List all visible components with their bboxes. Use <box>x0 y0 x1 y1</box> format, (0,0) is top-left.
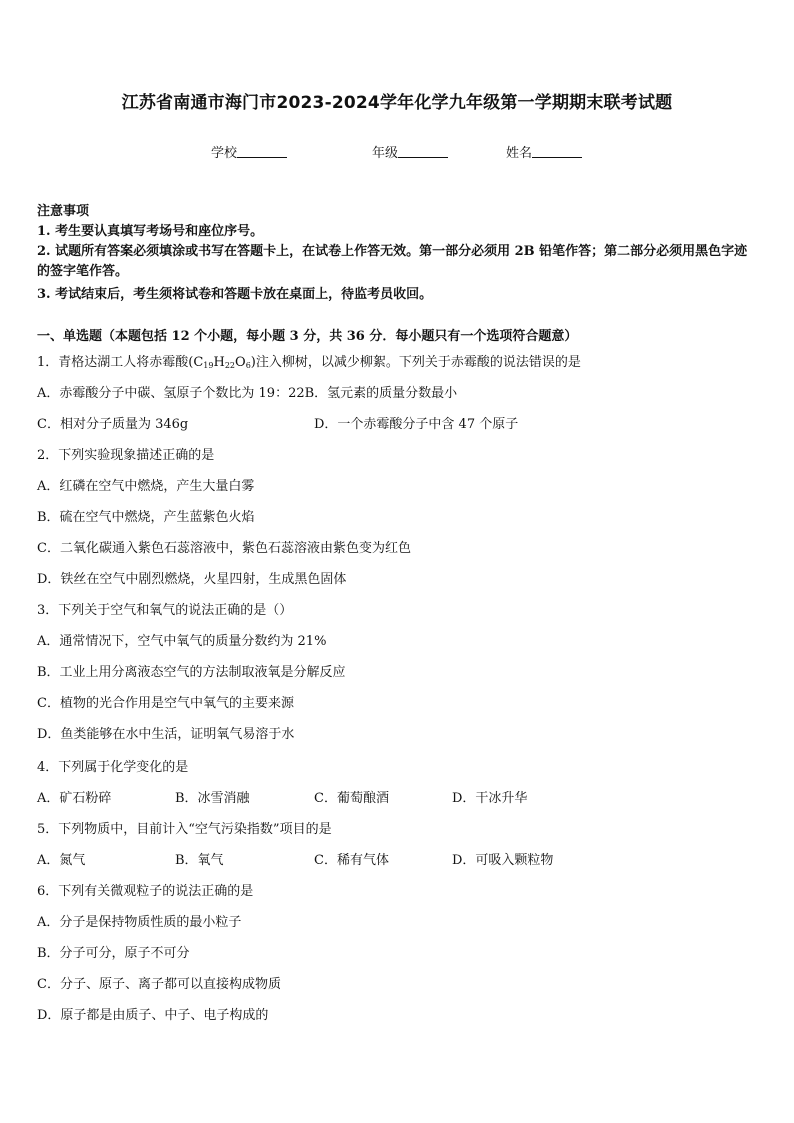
question-3-stem: 3．下列关于空气和氧气的说法正确的是（） <box>37 603 293 618</box>
question-1-option-c: C．相对分子质量为 346g <box>37 417 189 432</box>
grade-label: 年级 <box>372 146 399 161</box>
question-6-stem: 6．下列有关微观粒子的说法正确的是 <box>37 884 254 899</box>
question-5-option-b: B．氧气 <box>175 853 224 868</box>
grade-blank[interactable] <box>398 145 448 158</box>
question-6-option-d: D．原子都是由质子、中子、电子构成的 <box>37 1008 269 1023</box>
school-blank[interactable] <box>237 145 287 158</box>
question-3-option-a: A．通常情况下，空气中氧气的质量分数约为 21% <box>37 634 327 649</box>
question-4-option-a: A．矿石粉碎 <box>37 791 112 806</box>
exam-title: 江苏省南通市海门市2023-2024学年化学九年级第一学期期末联考试题 <box>121 93 673 113</box>
name-field[interactable] <box>506 142 582 161</box>
question-6-option-c: C．分子、原子、离子都可以直接构成物质 <box>37 977 281 992</box>
question-2-option-d: D．铁丝在空气中剧烈燃烧，火星四射，生成黑色固体 <box>37 572 347 587</box>
school-field[interactable] <box>211 142 287 161</box>
question-4-option-d: D．干冰升华 <box>452 791 528 806</box>
question-3-option-b: B．工业上用分离液态空气的方法制取液氧是分解反应 <box>37 665 346 680</box>
school-label: 学校 <box>211 146 238 161</box>
notice-item-2: 2. 试题所有答案必须填涂或书写在答题卡上，在试卷上作答无效。第一部分必须用 2B 铅笔作答；第二部分必须用黑色字迹的签字笔作答。 <box>37 244 748 279</box>
question-4-option-c: C．葡萄酿酒 <box>314 791 389 806</box>
name-label: 姓名 <box>506 146 533 161</box>
question-4-option-b: B．冰雪消融 <box>175 791 250 806</box>
question-2-option-b: B．硫在空气中燃烧，产生蓝紫色火焰 <box>37 510 255 525</box>
question-5-option-a: A．氮气 <box>37 853 86 868</box>
question-3-option-d: D．鱼类能够在水中生活，证明氧气易溶于水 <box>37 727 295 742</box>
notice-heading: 注意事项 <box>37 204 90 219</box>
question-1-option-d: D．一个赤霉酸分子中含 47 个原子 <box>314 417 519 432</box>
section-heading: 一、单选题（本题包括 12 个小题，每小题 3 分，共 36 分．每小题只有一个选项符合题意） <box>37 329 578 344</box>
question-2-option-a: A．红磷在空气中燃烧，产生大量白雾 <box>37 479 255 494</box>
notice-item-1: 1. 考生要认真填写考场号和座位序号。 <box>37 224 264 239</box>
question-5-stem: 5．下列物质中，目前计入“空气污染指数”项目的是 <box>37 822 332 837</box>
question-1-stem: 1．青格达湖工人将赤霉酸$(C_{19}H_{22}O_6)$注入柳树，以减少柳絮。下列关于赤霉酸的说法错误的是 <box>37 355 581 370</box>
question-3-option-c: C．植物的光合作用是空气中氧气的主要来源 <box>37 696 294 711</box>
question-6-option-a: A．分子是保持物质性质的最小粒子 <box>37 915 242 930</box>
name-blank[interactable] <box>532 145 582 158</box>
question-6-option-b: B．分子可分，原子不可分 <box>37 946 190 961</box>
question-5-option-d: D．可吸入颗粒物 <box>452 853 554 868</box>
grade-field[interactable] <box>372 142 448 161</box>
question-2-option-c: C．二氧化碳通入紫色石蕊溶液中，紫色石蕊溶液由紫色变为红色 <box>37 541 411 556</box>
question-2-stem: 2．下列实验现象描述正确的是 <box>37 448 215 463</box>
question-1-option-ab: A．赤霉酸分子中碳、氢原子个数比为 19：22B．氢元素的质量分数最小 <box>37 386 458 401</box>
question-5-option-c: C．稀有气体 <box>314 853 389 868</box>
question-4-stem: 4．下列属于化学变化的是 <box>37 760 189 775</box>
notice-item-3: 3. 考试结束后，考生须将试卷和答题卡放在桌面上，待监考员收回。 <box>37 287 433 302</box>
